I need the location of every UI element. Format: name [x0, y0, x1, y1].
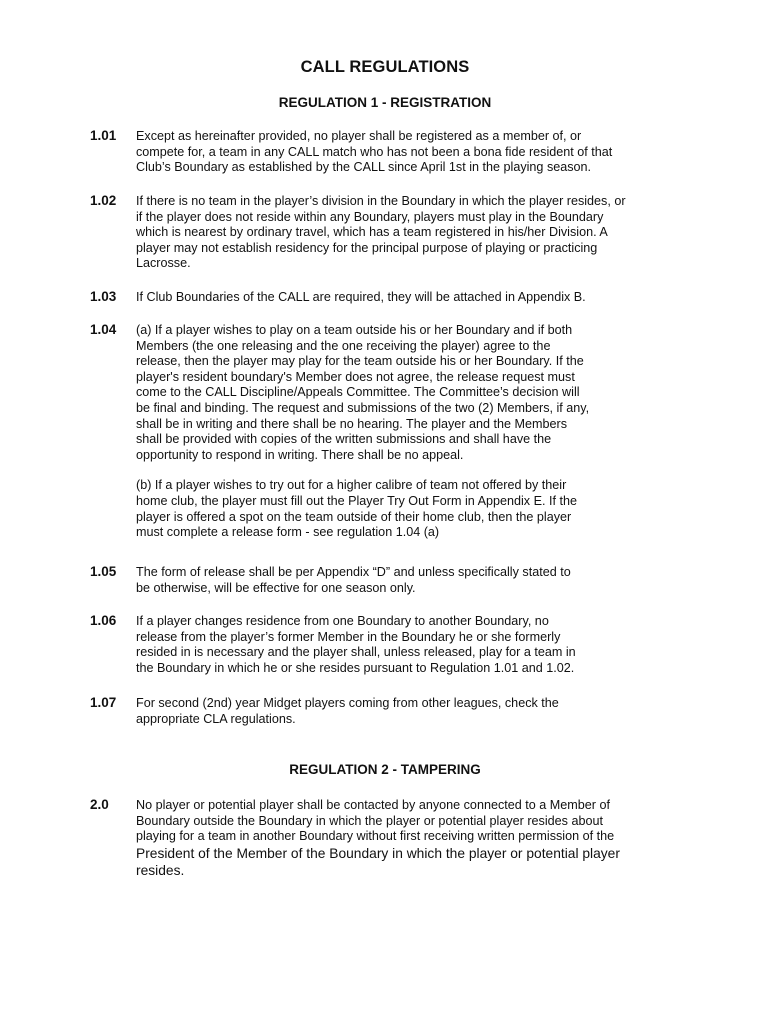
paragraph [136, 696, 688, 727]
regulation-text [136, 290, 688, 306]
section-heading-registration: REGULATION 1 - REGISTRATION [278, 95, 492, 110]
regulation-number: 1.01 [90, 128, 117, 143]
paragraph [136, 129, 688, 176]
regulation-text [136, 696, 688, 727]
text-line: be final and binding. The request and submissions of the two (2) Members, if any, [136, 400, 590, 415]
text-line: Boundary outside the Boundary in which the player or potential player resides about [136, 813, 603, 828]
text-line: If there is no team in the player’s division in the Boundary in which the player resides, or [136, 194, 626, 208]
paragraph [136, 798, 688, 880]
text-line: playing for a team in another Boundary without first receiving written permission of the [136, 829, 615, 844]
text-line: compete for, a team in any CALL match who has not been a bona fide resident of that [136, 144, 613, 159]
regulation-text [136, 614, 688, 676]
regulation-text [136, 129, 688, 176]
text-line: resides. [136, 862, 185, 878]
text-line: which is nearest by ordinary travel, which has a team registered in his/her Division. A [136, 225, 608, 240]
text-line: No player or potential player shall be contacted by anyone connected to a Member of [136, 798, 610, 812]
text-line: come to the CALL Discipline/Appeals Committee. The Committee’s decision will [136, 385, 580, 400]
section-heading-tampering: REGULATION 2 - TAMPERING [289, 762, 481, 777]
text-line: home club, the player must fill out the Player Try Out Form in Appendix E. If the [136, 493, 577, 508]
regulation-number: 1.02 [90, 193, 117, 208]
regulation-number: 2.0 [90, 797, 109, 812]
paragraph-b [136, 478, 688, 540]
regulation-number: 1.07 [90, 695, 117, 710]
text-line: Club’s Boundary as established by the CALL since April 1st in the playing season. [136, 160, 592, 175]
regulation-number: 1.06 [90, 613, 117, 628]
text-line: Members (the one releasing and the one receiving the player) agree to the [136, 338, 551, 353]
paragraph [136, 565, 688, 596]
text-line: shall be provided with copies of the written submissions and shall have the [136, 432, 552, 447]
document-title: CALL REGULATIONS [300, 58, 470, 76]
regulation-number: 1.04 [90, 322, 117, 337]
regulation-text [136, 798, 688, 880]
text-line: Lacrosse. [136, 256, 191, 271]
text-line: (b) If a player wishes to try out for a higher calibre of team not offered by their [136, 478, 567, 493]
paragraph [136, 614, 688, 676]
text-line: (a) If a player wishes to play on a team outside his or her Boundary and if both [136, 323, 573, 337]
text-line: shall be in writing and there shall be no hearing. The player and the Members [136, 416, 568, 431]
paragraph [136, 290, 688, 306]
text-line: appropriate CLA regulations. [136, 711, 296, 726]
text-line: The form of release shall be per Appendix “D” and unless specifically stated to [136, 565, 571, 579]
regulation-text [136, 194, 688, 272]
text-line: the Boundary in which he or she resides pursuant to Regulation 1.01 and 1.02. [136, 660, 575, 675]
text-line: President of the Member of the Boundary in which the player or potential player [136, 845, 620, 861]
text-line: release, then the player may play for the team outside his or her Boundary. If the [136, 354, 584, 369]
text-line: be otherwise, will be effective for one season only. [136, 580, 416, 595]
text-line: If a player changes residence from one Boundary to another Boundary, no [136, 614, 549, 628]
regulation-number: 1.03 [90, 289, 117, 304]
text-line: If Club Boundaries of the CALL are required, they will be attached in Appendix B. [136, 290, 586, 304]
text-line: player may not establish residency for the principal purpose of playing or practicing [136, 240, 598, 255]
text-line: player's resident boundary's Member does not agree, the release request must [136, 369, 575, 384]
text-line: opportunity to respond in writing. There shall be no appeal. [136, 447, 464, 462]
regulation-number: 1.05 [90, 564, 117, 579]
text-line: release from the player’s former Member in the Boundary he or she formerly [136, 629, 561, 644]
text-line: resided in is necessary and the player shall, unless released, play for a team in [136, 645, 576, 660]
paragraph [136, 194, 688, 272]
text-line: For second (2nd) year Midget players coming from other leagues, check the [136, 696, 559, 710]
text-line: Except as hereinafter provided, no player shall be registered as a member of, or [136, 129, 582, 143]
text-line: if the player does not reside within any Boundary, players must play in the Boundary [136, 209, 604, 224]
regulation-text [136, 565, 688, 596]
text-line: player is offered a spot on the team outside of their home club, then the player [136, 509, 572, 524]
regulation-text [136, 323, 688, 541]
paragraph-a [136, 323, 688, 463]
text-line: must complete a release form - see regulation 1.04 (a) [136, 525, 440, 540]
